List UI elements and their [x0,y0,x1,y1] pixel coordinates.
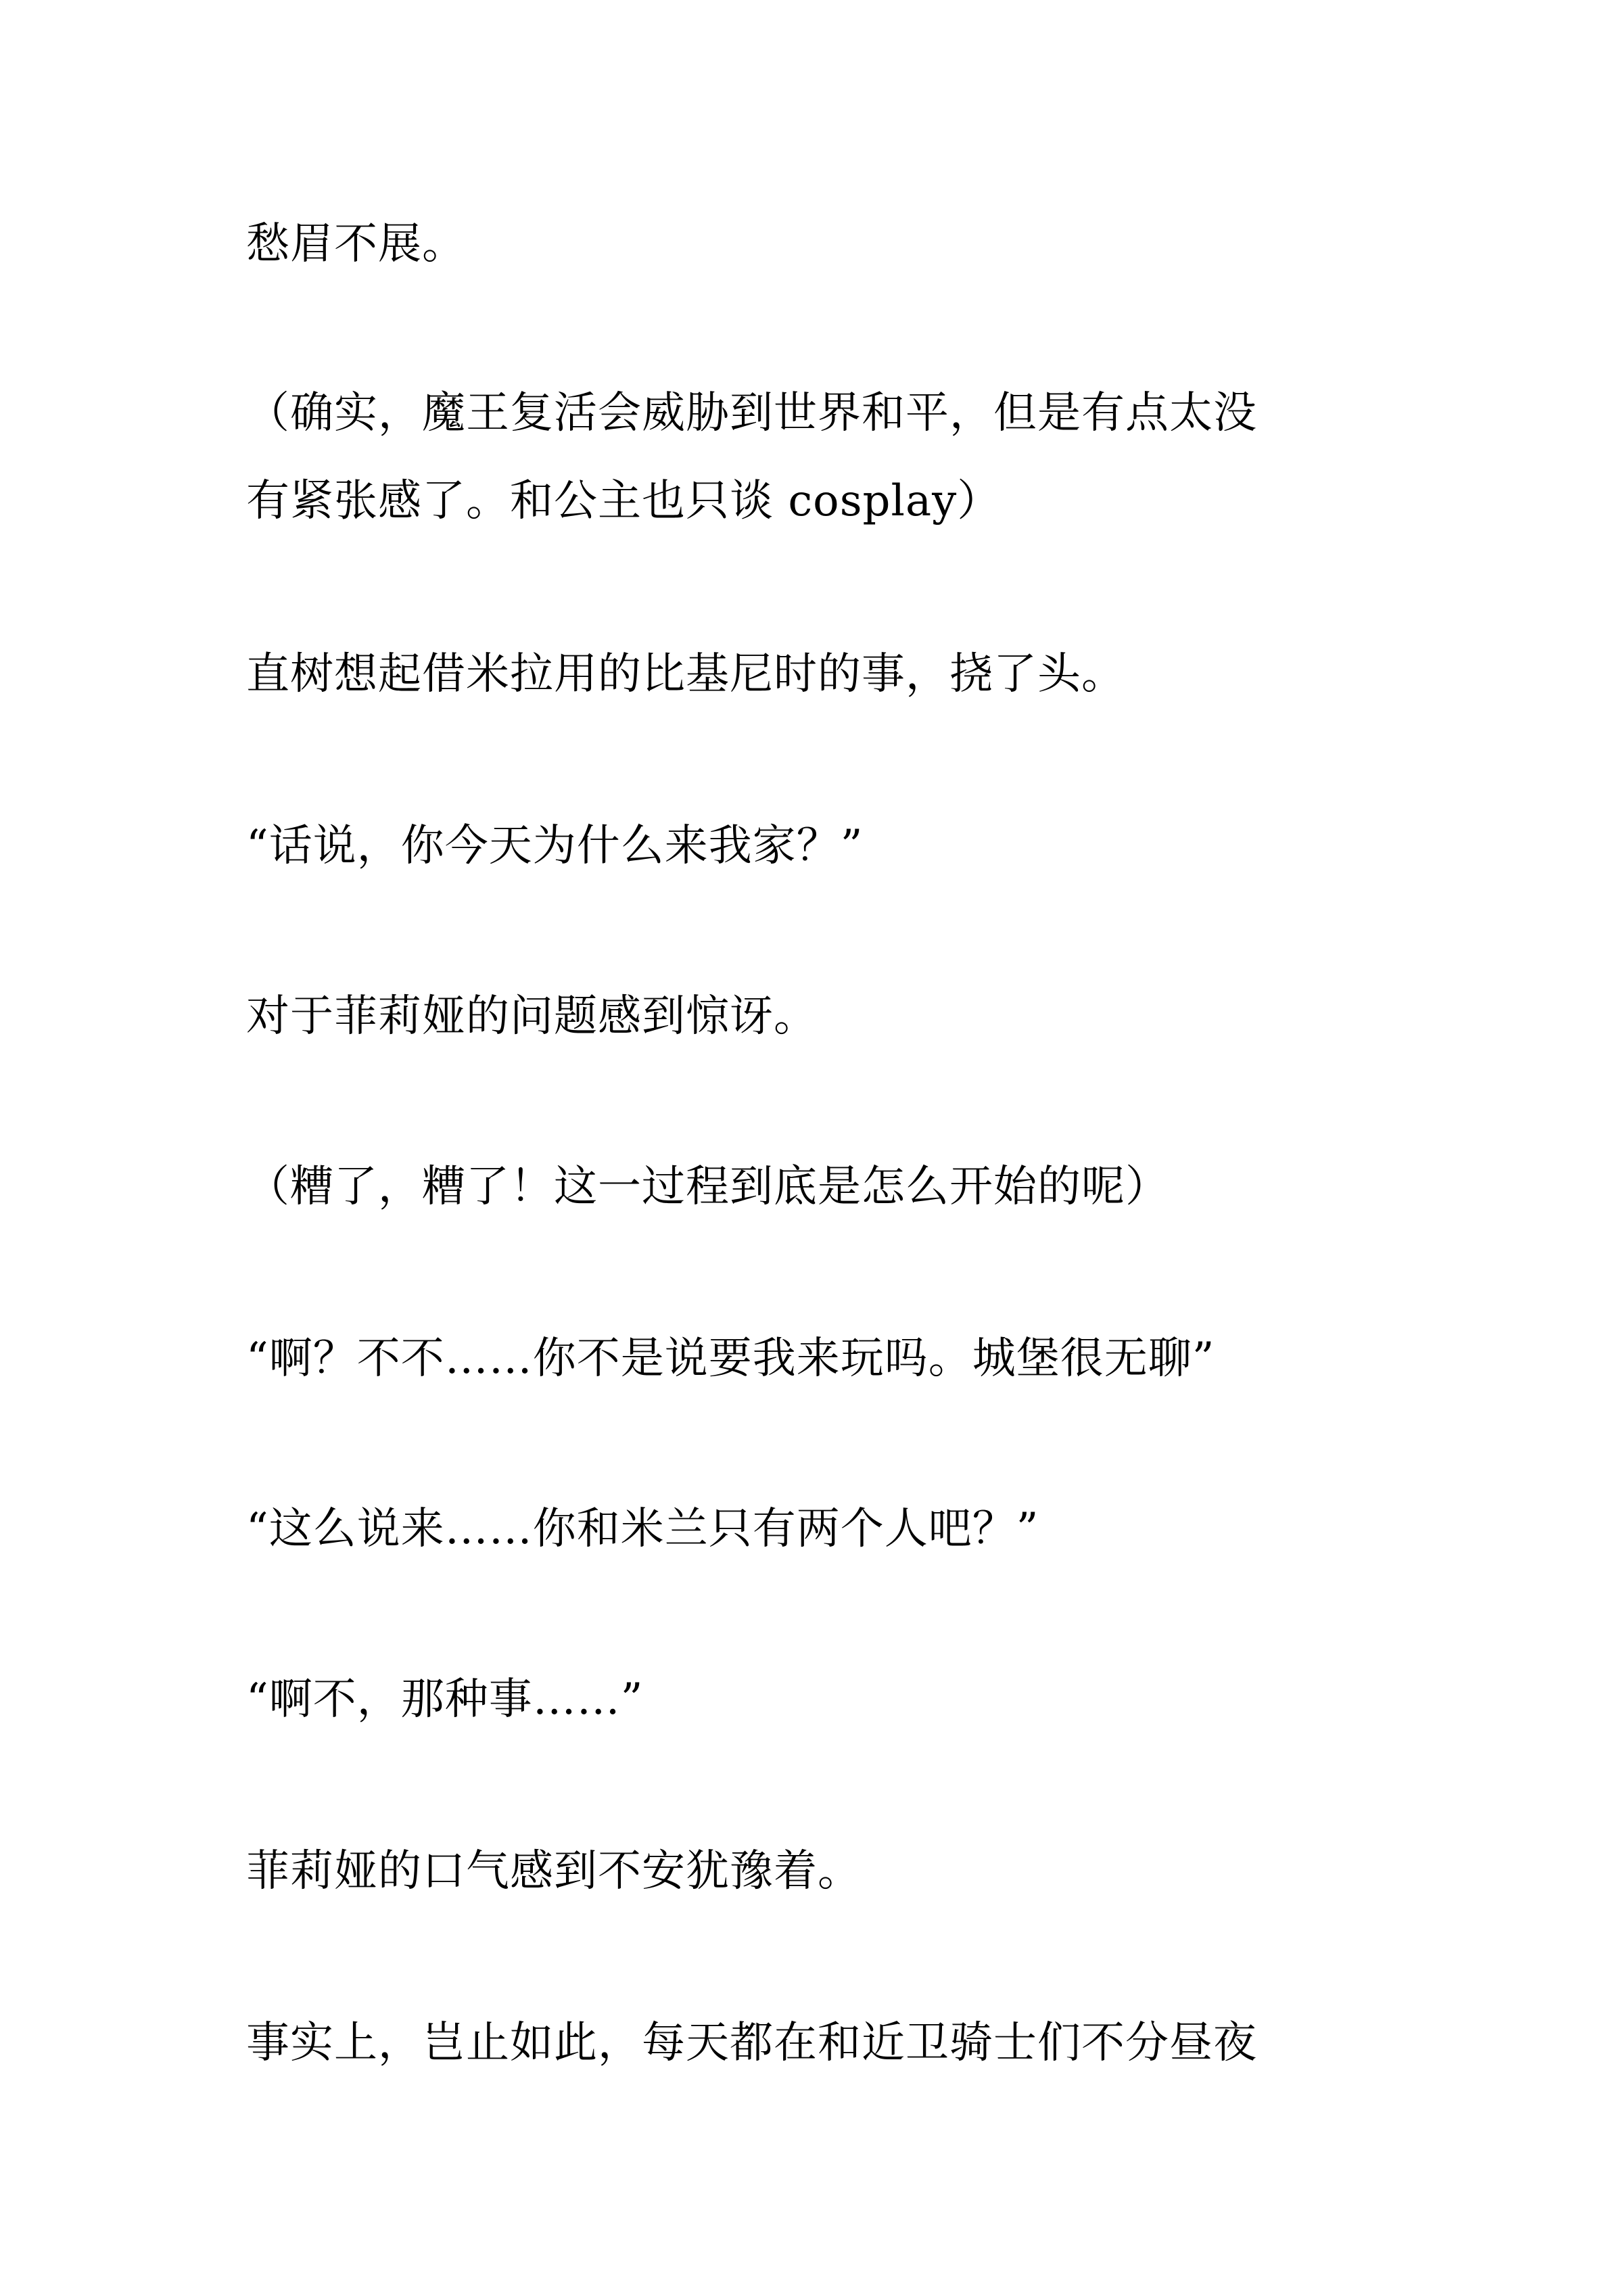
paragraph-10 [246,1827,1409,1915]
text-line: （确实，魔王复活会威胁到世界和平，但是有点太没 [246,388,1257,438]
paragraph-7 [246,1315,1409,1403]
paragraph-9 [246,1656,1409,1743]
text-line: 直树想起借米拉用的比基尼时的事，挠了头。 [246,649,1125,699]
paragraph-5 [246,973,1409,1060]
paragraph-11 [246,1999,1409,2087]
paragraph-2 [246,369,1409,545]
paragraph-3 [246,630,1409,718]
text-line: （糟了，糟了！这一过程到底是怎么开始的呢） [246,1162,1169,1212]
text-line: “啊不，那种事……” [246,1674,644,1725]
text-line: 菲莉娅的口气感到不安犹豫着。 [246,1846,862,1896]
text-line: 事实上，岂止如此，每天都在和近卫骑士们不分昼夜 [246,2018,1257,2068]
paragraph-8 [246,1485,1409,1573]
text-line: 有紧张感了。和公主也只谈 cosplay） [246,476,1002,526]
text-line: “啊？不不……你不是说要我来玩吗。城堡很无聊” [246,1334,1215,1384]
paragraph-6 [246,1143,1409,1231]
text-line: “话说，你今天为什么来我家？” [246,821,864,871]
paragraph-1 [246,200,1409,288]
text-line: 愁眉不展。 [246,219,466,269]
paragraph-4 [246,802,1409,890]
text-line: 对于菲莉娅的问题感到惊讶。 [246,991,818,1041]
text-line: “这么说来……你和米兰只有两个人吧？” [246,1504,1039,1554]
